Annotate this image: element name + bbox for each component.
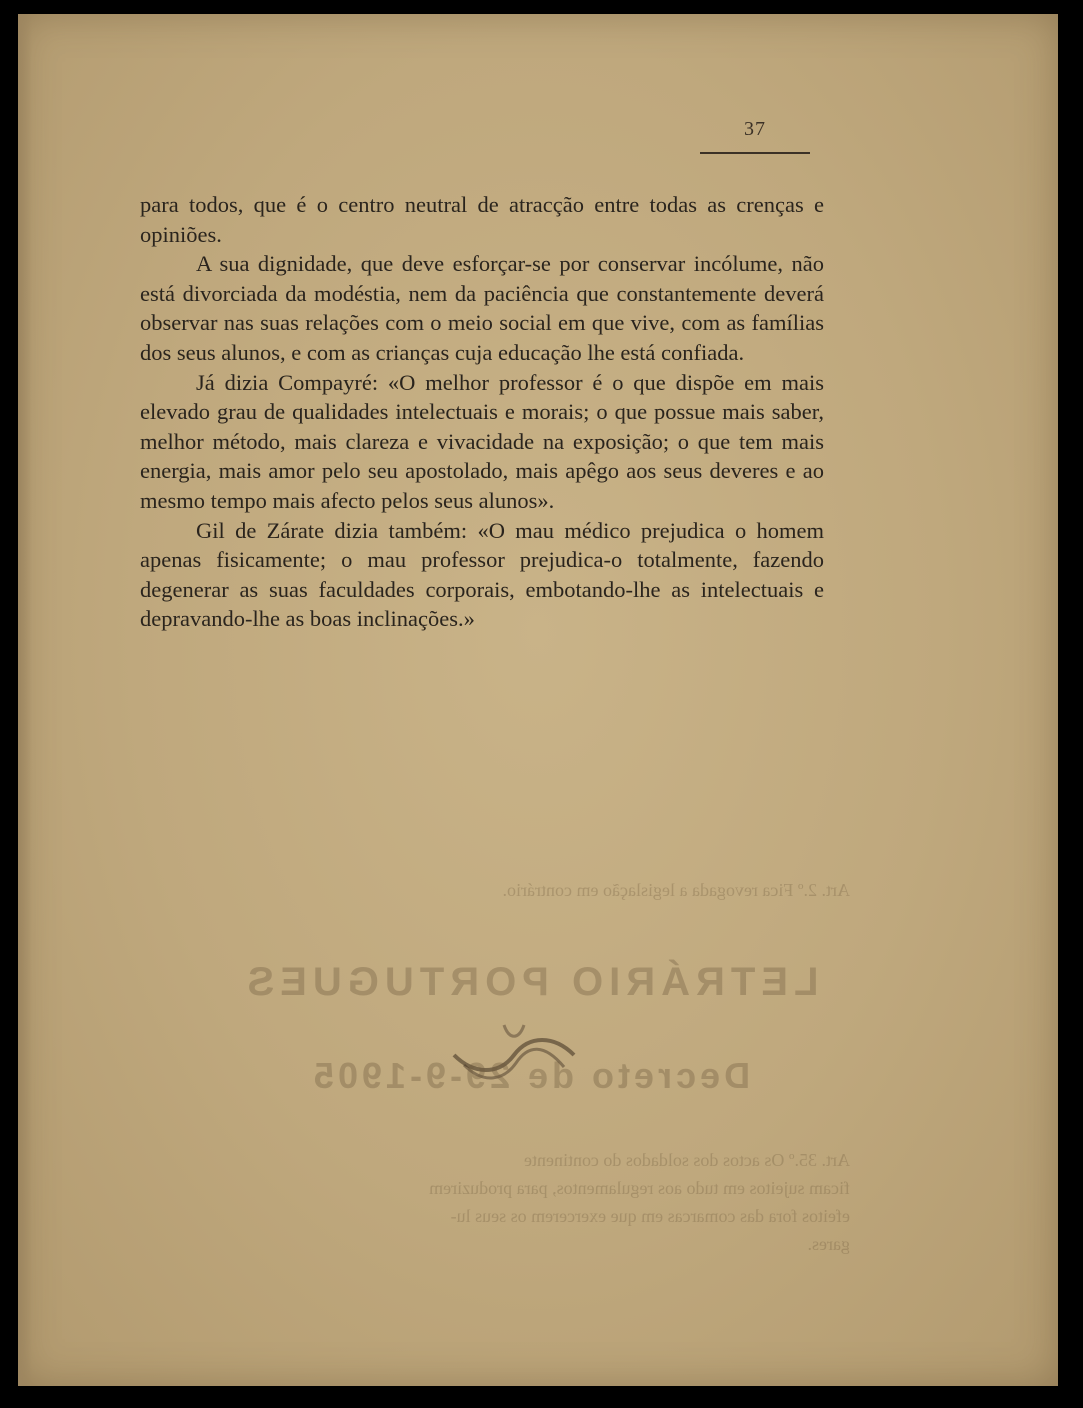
paragraph-2: A sua dignidade, que deve esforçar-se por conservar incólume, não está divorciada da modéstia, nem da paciência que constantemente deverá observar nas suas relações com o meio social em que vive, com as famílias dos seus alunos, e com as crianças cuja educação lhe está confiada. xyxy=(140,251,824,365)
show-through-line: Art. 2.º Fica revogada a legislação em contrário. xyxy=(502,880,850,900)
page-number: 37 xyxy=(744,118,766,140)
show-through-title: LETRÁRIO PORTUGUES xyxy=(241,960,819,1004)
paragraph-3: Já dizia Compayré: «O melhor professor é o que dispõe em mais elevado grau de qualidades intelectuais e morais; o que possue mais saber, melhor método, mais clareza e vivacidade na exposição; o que tem mais energia, mais amor pelo seu apostolado, mais apêgo aos seus deveres e ao mesmo tempo mais afecto pelos seus alunos». xyxy=(140,369,824,513)
show-through-line: ficam sujeitos em tudo aos regulamentos, para produzirem xyxy=(429,1178,850,1198)
page-edge-shadow xyxy=(18,14,32,1386)
paragraph-1: para todos, que é o centro neutral de atracção entre todas as crenças e opiniões. xyxy=(140,192,824,247)
show-through-line: Art. 35.º Os actos dos soldados do continente xyxy=(523,1150,850,1170)
show-through-date: Decreto de 29-9-1905 xyxy=(309,1055,751,1096)
body-text xyxy=(140,190,824,634)
page-number-rule xyxy=(700,152,810,154)
paragraph-4: Gil de Zárate dizia também: «O mau médico prejudica o homem apenas fisicamente; o mau professor prejudica-o totalmente, fazendo degenerar as suas faculdades corporais, embotando-lhe as intelectuais e depravando-lhe as boas inclinações.» xyxy=(140,517,824,632)
show-through-line: gares. xyxy=(807,1234,850,1254)
show-through-line: efeitos fora das comarcas em que exercerem os seus lu- xyxy=(450,1206,850,1226)
